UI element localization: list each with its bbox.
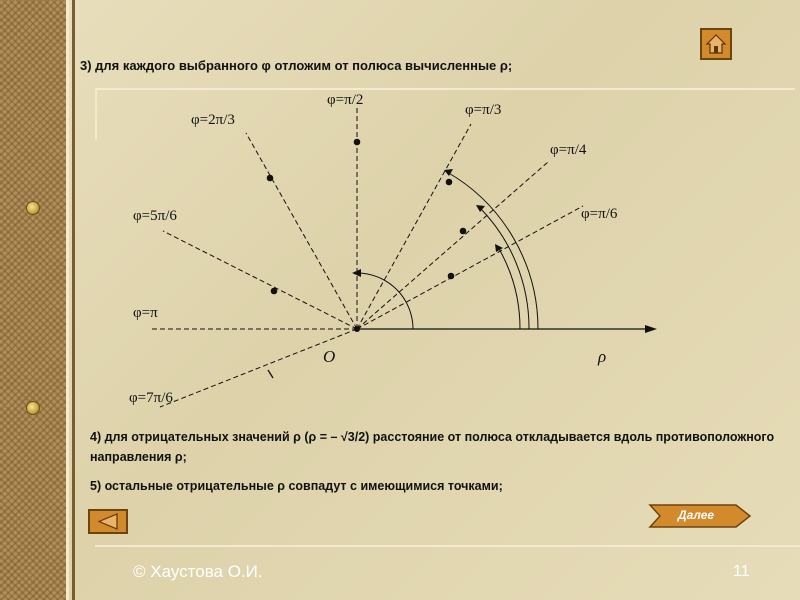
arc-arrowhead: [476, 205, 485, 212]
next-button[interactable]: [646, 500, 756, 532]
label-pi-over-4: φ=π/4: [550, 142, 587, 158]
axis-arrowhead: [645, 325, 657, 333]
ray-7pi-over-6: [160, 329, 357, 407]
step-3-text: 3) для каждого выбранного φ отложим от полюса вычисленные ρ;: [80, 58, 513, 73]
point-pi-over-2: [354, 139, 361, 146]
angle-arc-pi-over-4: [479, 207, 529, 329]
label-pi-over-3: φ=π/3: [465, 102, 502, 118]
negative-rho-tick: [268, 370, 273, 378]
back-button[interactable]: [88, 509, 128, 534]
arrow-left-icon: [90, 511, 126, 532]
arc-arrowhead: [495, 244, 503, 252]
point-2pi-over-3: [267, 175, 274, 182]
angle-arc-pi-over-6: [498, 247, 520, 329]
angle-arc-pi-over-2: [357, 273, 413, 329]
copyright-text: © Хаустова О.И.: [133, 562, 263, 581]
footer-divider: [95, 545, 800, 547]
angle-arc-pi-over-3: [447, 172, 538, 329]
label-2pi-over-3: φ=2π/3: [191, 112, 235, 128]
label-pi-over-2: φ=π/2: [327, 92, 364, 108]
step-5-text: 5) остальные отрицательные ρ совпадут с имеющимися точками;: [90, 479, 503, 493]
point-pi-over-6: [448, 273, 455, 280]
label-pi-over-6: φ=π/6: [581, 206, 618, 222]
ray-pi-over-4: [357, 162, 548, 329]
pole-label: O: [323, 347, 336, 366]
next-button-label: Далее: [677, 508, 715, 522]
slide-number: 11: [733, 563, 750, 580]
label-7pi-over-6: φ=7π/6: [129, 390, 173, 406]
ray-2pi-over-3: [246, 133, 357, 329]
label-5pi-over-6: φ=5π/6: [133, 208, 177, 224]
point-5pi-over-6: [271, 288, 278, 295]
ray-pi-over-6: [357, 206, 583, 329]
label-pi: φ=π: [133, 305, 158, 321]
point-pi-over-4: [460, 228, 467, 235]
axis-label: ρ: [598, 347, 607, 366]
pole-point: [354, 326, 360, 332]
step-4-text: 4) для отрицательных значений ρ (ρ = – √3/2) расстояние от полюса откладывается вдоль противоположного направления ρ;: [90, 430, 775, 464]
point-pi-over-3: [446, 179, 453, 186]
ray-5pi-over-6: [163, 231, 357, 329]
